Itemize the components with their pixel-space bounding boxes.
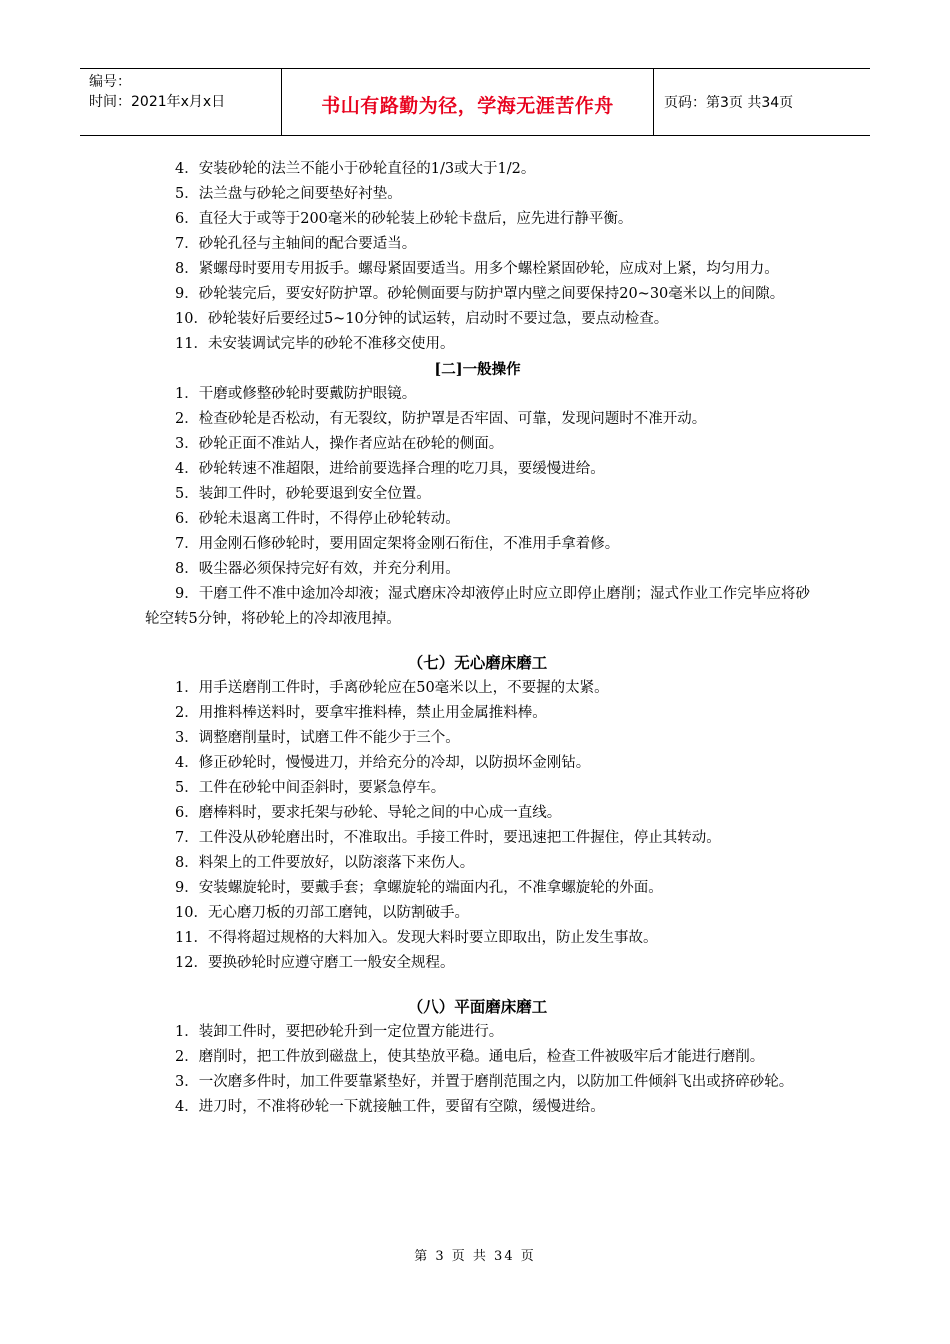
intro-item: 11．未安装调试完毕的砂轮不准移交使用。 [175, 336, 455, 352]
centerless-item: 3．调整磨削量时，试磨工件不能少于三个。 [175, 730, 460, 746]
header-motto-cell [282, 69, 654, 135]
surface-item: 2．磨削时，把工件放到磁盘上，使其垫放平稳。通电后，检查工件被吸牢后才能进行磨削。 [175, 1049, 765, 1065]
general-item: 3．砂轮正面不准站人，操作者应站在砂轮的侧面。 [175, 436, 504, 452]
centerless-item: 2．用推料棒送料时，要拿牢推料棒，禁止用金属推料棒。 [175, 705, 547, 721]
header-page-info-cell [654, 69, 870, 135]
centerless-item: 11．不得将超过规格的大料加入。发现大料时要立即取出，防止发生事故。 [175, 930, 658, 946]
intro-item: 6．直径大于或等于200毫米的砂轮装上砂轮卡盘后，应先进行静平衡。 [175, 211, 633, 227]
general-item: 4．砂轮转速不准超限，进给前要选择合理的吃刀具，要缓慢进给。 [175, 461, 605, 477]
surface-item: 3．一次磨多件时，加工件要靠紧垫好，并置于磨削范围之内，以防加工件倾斜飞出或挤碎砂轮。 [175, 1074, 794, 1090]
centerless-item: 12．要换砂轮时应遵守磨工一般安全规程。 [175, 955, 455, 971]
centerless-item: 1．用手送磨削工件时，手离砂轮应在50毫米以上，不要握的太紧。 [175, 680, 609, 696]
doc-number-label: 编号： [89, 74, 131, 90]
general-item: 7．用金刚石修砂轮时，要用固定架将金刚石衔住，不准用手拿着修。 [175, 536, 620, 552]
intro-item: 8．紧螺母时要用专用扳手。螺母紧固要适当。用多个螺栓紧固砂轮，应成对上紧，均匀用力。 [175, 261, 779, 277]
centerless-item: 5．工件在砂轮中间歪斜时，要紧急停车。 [175, 780, 446, 796]
general-item: 1．干磨或修整砂轮时要戴防护眼镜。 [175, 386, 417, 402]
general-item: 9．干磨工件不准中途加冷却液；湿式磨床冷却液停止时应立即停止磨削；湿式作业工作完毕应将砂轮空转5分钟，将砂轮上的冷却液甩掉。 [145, 586, 810, 627]
general-operation-heading: [二]一般操作 [434, 361, 521, 378]
centerless-item: 9．安装螺旋轮时，要戴手套；拿螺旋轮的端面内孔，不准拿螺旋轮的外面。 [175, 880, 663, 896]
general-item: 6．砂轮未退离工件时，不得停止砂轮转动。 [175, 511, 460, 527]
intro-item: 10．砂轮装好后要经过5~10分钟的试运转，启动时不要过急，要点动检查。 [175, 311, 669, 327]
centerless-item: 6．磨棒料时，要求托架与砂轮、导轮之间的中心成一直线。 [175, 805, 562, 821]
centerless-item: 4．修正砂轮时，慢慢进刀，并给充分的冷却，以防损坏金刚钻。 [175, 755, 591, 771]
surface-item: 4．进刀时，不准将砂轮一下就接触工件，要留有空隙，缓慢进给。 [175, 1099, 605, 1115]
date-label: 时间：2021年x月x日 [89, 94, 226, 110]
centerless-item: 10．无心磨刀板的刃部工磨钝，以防割破手。 [175, 905, 469, 921]
header-motto: 书山有路勤为径，学海无涯苦作舟 [321, 94, 614, 117]
page-footer: 第 3 页 共 34 页 [414, 1249, 536, 1264]
general-item: 5．装卸工件时，砂轮要退到安全位置。 [175, 486, 431, 502]
page-header [80, 68, 870, 136]
centerless-item: 8．料架上的工件要放好，以防滚落下来伤人。 [175, 855, 475, 871]
centerless-item: 7．工件没从砂轮磨出时，不准取出。手接工件时，要迅速把工件握住，停止其转动。 [175, 830, 721, 846]
centerless-grinder-heading: （七）无心磨床磨工 [407, 653, 548, 672]
surface-grinder-heading: （八）平面磨床磨工 [407, 997, 548, 1016]
document-body [145, 157, 810, 1120]
header-meta [80, 69, 282, 135]
general-item: 2．检查砂轮是否松动，有无裂纹，防护罩是否牢固、可靠，发现问题时不准开动。 [175, 411, 707, 427]
intro-item: 9．砂轮装完后，要安好防护罩。砂轮侧面要与防护罩内壁之间要保持20~30毫米以上的间隙。 [175, 286, 785, 302]
intro-item: 5．法兰盘与砂轮之间要垫好衬垫。 [175, 186, 402, 202]
surface-item: 1．装卸工件时，要把砂轮升到一定位置方能进行。 [175, 1024, 504, 1040]
general-item: 8．吸尘器必须保持完好有效，并充分利用。 [175, 561, 460, 577]
header-page-info: 页码：第3页 共34页 [664, 95, 794, 111]
intro-item: 7．砂轮孔径与主轴间的配合要适当。 [175, 236, 417, 252]
intro-item: 4．安装砂轮的法兰不能小于砂轮直径的1/3或大于1/2。 [175, 161, 536, 177]
